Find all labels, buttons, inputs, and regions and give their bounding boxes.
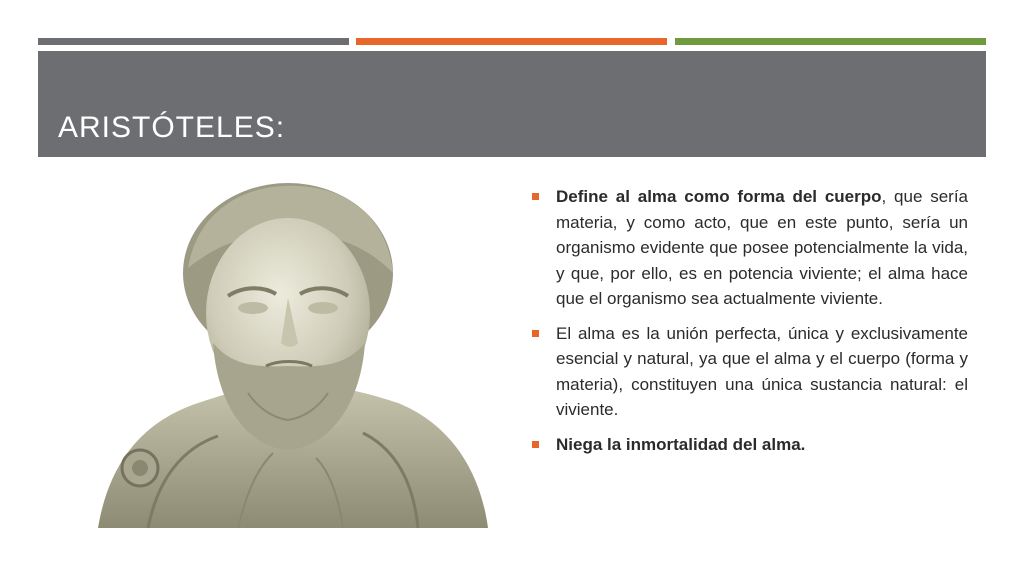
accent-bar-orange <box>356 38 667 45</box>
bullet-text: El alma es la unión perfecta, única y exclusivamente esencial y natural, ya que el alma y el cuerpo (forma y materia), constituyen una única sustancia natural: el viviente. <box>556 323 968 419</box>
bullet-bold-text: Define al alma como forma del cuerpo <box>556 187 882 206</box>
bullet-square-icon <box>532 441 539 448</box>
aristotle-bust-image <box>88 178 490 528</box>
bullet-item <box>531 184 968 312</box>
bullet-square-icon <box>532 330 539 337</box>
bullet-bold-text: Niega la inmortalidad del alma. <box>556 434 806 454</box>
accent-bar-gray <box>38 38 349 45</box>
bullet-list <box>531 184 968 457</box>
bullet-item <box>531 432 968 458</box>
accent-bar-green <box>675 38 986 45</box>
bullet-text: , que sería materia, y como acto, que en este punto, sería un organismo evidente que posee potencialmente la vida, y que, por ello, es en potencia viviente; el alma hace que el organismo sea actualmente viviente. <box>556 187 969 308</box>
bullet-square-icon <box>532 193 539 200</box>
bullet-item <box>531 321 968 423</box>
slide-title: ARISTÓTELES: <box>58 111 286 144</box>
title-band <box>38 51 986 157</box>
content-body <box>531 184 968 466</box>
